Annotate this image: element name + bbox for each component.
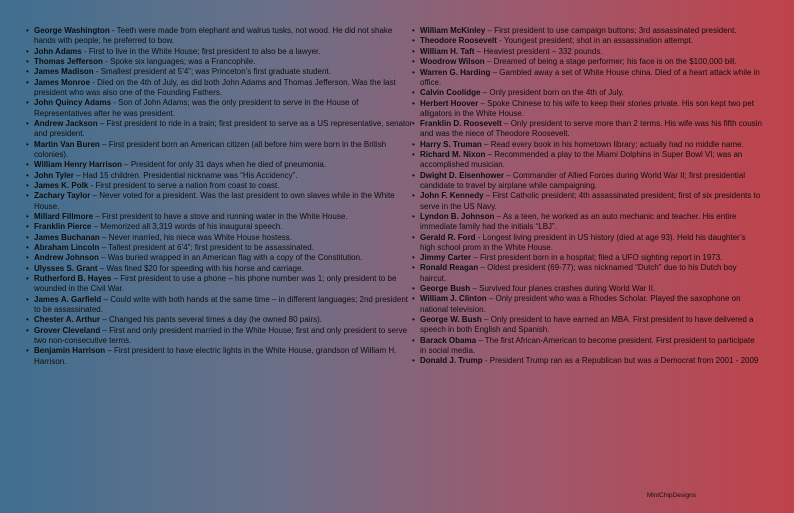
fact-text: – Never married, his niece was White House hostess. <box>99 232 292 242</box>
fact-item <box>26 295 414 315</box>
fact-item <box>26 326 414 346</box>
fact-text: - Smallest president at 5’4”; was Princeton’s first graduate student. <box>93 67 331 77</box>
president-name: Franklin Pierce <box>34 222 92 232</box>
fact-item <box>420 26 762 36</box>
fact-text: – As a teen, he worked as an auto mechanic and teacher. His entire immediate family had the initials “LBJ”. <box>420 211 737 232</box>
fact-text: – Gambled away a set of White House china. Died of a heart attack while in office. <box>420 67 760 87</box>
fact-item <box>420 294 762 314</box>
fact-item <box>26 346 414 366</box>
president-name: Thomas Jefferson <box>34 56 103 66</box>
right-fact-list <box>420 26 762 366</box>
fact-item <box>420 68 762 88</box>
fact-item <box>420 212 762 232</box>
president-name: Woodrow Wilson <box>420 57 485 67</box>
fact-item <box>26 67 414 77</box>
fact-text: – Tallest president at 6’4”; first president to be assassinated. <box>99 243 314 253</box>
fact-item <box>26 171 414 181</box>
fact-text: - Spoke six languages; was a Francophile. <box>102 56 256 66</box>
president-name: Harry S. Truman <box>420 139 482 149</box>
fact-text: – President for only 31 days when he died of pneumonia. <box>121 160 327 170</box>
fact-item <box>420 284 762 294</box>
fact-text: – Changed his pants several times a day (he owned 80 pairs). <box>100 315 322 325</box>
fact-text: – Had 15 children. Presidential nickname was “His Accidency”. <box>73 170 298 180</box>
president-name: Ronald Reagan <box>420 263 479 273</box>
fact-item <box>26 222 414 232</box>
fact-text: – Only president born on the 4th of July. <box>480 88 624 98</box>
fact-text: – First president born in a hospital; filed a UFO sighting report in 1973. <box>471 253 723 263</box>
fact-item <box>26 243 414 253</box>
president-name: Barack Obama <box>420 335 477 345</box>
president-name: Chester A. Arthur <box>34 315 101 325</box>
fact-item <box>26 233 414 243</box>
fact-text: – First and only president married in the White House; first and only president to serve two non-consecutive terms. <box>34 325 408 346</box>
president-name: James Buchanan <box>34 232 100 242</box>
credit-label: MintChipDesigns <box>646 492 696 499</box>
fact-text: – Only president to have earned an MBA. First president to have delivered a speech in both English and Spanish. <box>420 315 754 335</box>
fact-item <box>420 150 762 170</box>
fact-text: - First president to serve a nation from coast to coast. <box>88 180 280 190</box>
fact-item <box>420 263 762 283</box>
fact-text: – Commander of Allied Forces during World War II; first presidential candidate to travel by airplane while campaigning. <box>420 170 745 190</box>
president-name: George Washington <box>34 26 110 35</box>
fact-text: - Son of John Adams; was the only president to serve in the House of Representatives after he was president. <box>34 98 359 118</box>
fact-item <box>26 98 414 118</box>
president-name: Zachary Taylor <box>34 191 91 201</box>
president-name: John Tyler <box>34 170 74 180</box>
fact-text: – Heaviest president – 332 pounds. <box>474 46 603 56</box>
president-name: Herbert Hoover <box>420 98 479 108</box>
president-name: John Quincy Adams <box>34 98 112 108</box>
fact-item <box>420 36 762 46</box>
president-name: Andrew Johnson <box>34 253 99 263</box>
fact-text: – First president to use campaign buttons; 3rd assassinated president. <box>485 26 737 35</box>
president-name: George Bush <box>420 284 471 294</box>
fact-item <box>26 78 414 98</box>
fact-item <box>26 57 414 67</box>
fact-text: – Only president who was a Rhodes Scholar. Played the saxophone on national television. <box>420 294 741 314</box>
president-name: Calvin Coolidge <box>420 88 481 98</box>
fact-text: - Died on the 4th of July, as did both John Adams and Thomas Jefferson. Was the last president who was also one of the Founding Fathers. <box>34 77 396 97</box>
fact-text: - Longest living president in US history (died at age 93). Held his daughter’s high school prom in the White House. <box>420 232 746 252</box>
left-fact-list <box>26 26 414 367</box>
fact-text: – Read every book in his hometown library; actually had no middle name. <box>481 139 744 149</box>
president-name: William H. Taft <box>420 46 475 56</box>
fact-item <box>420 191 762 211</box>
fact-item <box>420 119 762 139</box>
fact-text: – Was fined $20 for speeding with his horse and carriage. <box>97 263 304 273</box>
fact-item <box>26 315 414 325</box>
president-name: Andrew Jackson <box>34 118 98 128</box>
president-name: Richard M. Nixon <box>420 150 486 160</box>
fact-text: – Only president to serve more than 2 terms. His wife was his fifth cousin and was the niece of Theodore Roosevelt. <box>420 119 762 139</box>
left-column <box>26 26 414 513</box>
president-name: Grover Cleveland <box>34 325 101 335</box>
fact-text: – Spoke Chinese to his wife to keep their stories private. His son kept two pet alligators in the White House. <box>420 98 754 118</box>
president-name: Warren G. Harding <box>420 67 491 77</box>
president-name: William Henry Harrison <box>34 160 122 170</box>
fact-text: – First president to have electric lights in the White House, grandson of William H. Harrison. <box>34 346 397 366</box>
fact-item <box>26 119 414 139</box>
fact-item <box>26 253 414 263</box>
fact-item <box>26 264 414 274</box>
fact-item <box>420 140 762 150</box>
president-name: Lyndon B. Johnson <box>420 211 495 221</box>
fact-item <box>26 191 414 211</box>
president-name: Millard Fillmore <box>34 211 94 221</box>
fact-text: – First president to ride in a train; first president to serve as a US representative, senator and president. <box>34 118 413 139</box>
president-name: Martin Van Buren <box>34 139 100 149</box>
fact-item <box>420 233 762 253</box>
fact-item <box>26 274 414 294</box>
president-name: Benjamin Harrison <box>34 346 106 356</box>
president-name: Rutherford B. Hayes <box>34 274 112 284</box>
fact-item <box>420 171 762 191</box>
fact-item <box>420 57 762 67</box>
fact-item <box>420 253 762 263</box>
fact-item <box>420 315 762 335</box>
president-name: Donald J. Trump <box>420 356 483 366</box>
president-name: James A. Garfield <box>34 294 102 304</box>
fact-item <box>420 356 762 366</box>
fact-item <box>420 99 762 119</box>
fact-item <box>26 140 414 160</box>
fact-text: – Oldest president (69-77); was nicknamed “Dutch” due to his Dutch boy haircut. <box>420 263 737 283</box>
fact-text: – First president to use a phone – his phone number was 1; only president to be wounded in the Civil War. <box>34 274 397 294</box>
fact-text: – Never voted for a president. Was the last president to own slaves while in the White House. <box>34 191 395 211</box>
president-name: Abraham Lincoln <box>34 243 100 253</box>
fact-item <box>26 212 414 222</box>
fact-text: – First president born an American citizen (all before him were born in the British colonies). <box>34 139 387 159</box>
president-name: Theodore Roosevelt <box>420 36 497 46</box>
president-name: William McKinley <box>420 26 486 35</box>
fact-text: - First to live in the White House; first president to also be a lawyer. <box>81 46 321 56</box>
fact-text: – Was buried wrapped in an American flag with a copy of the Constitution. <box>98 253 363 263</box>
fact-item <box>420 47 762 57</box>
fact-item <box>420 88 762 98</box>
president-name: Gerald R. Ford <box>420 232 476 242</box>
president-name: Ulysses S. Grant <box>34 263 98 273</box>
president-name: John Adams <box>34 46 82 56</box>
president-name: John F. Kennedy <box>420 191 484 201</box>
president-name: James Monroe <box>34 77 91 87</box>
fact-text: – Could write with both hands at the same time – in different languages; 2nd president to be assassinated. <box>34 294 409 315</box>
president-name: Franklin D. Roosevelt <box>420 119 502 129</box>
fact-text: – Memorized all 3,319 words of his inaugural speech. <box>91 222 283 232</box>
fact-text: - President Trump ran as a Republican but was a Democrat from 2001 - 2009 <box>482 356 759 366</box>
fact-text: – Recommended a play to the Miami Dolphins in Super Bowl VI; was an accomplished musician. <box>420 150 743 170</box>
fact-item <box>26 181 414 191</box>
president-name: Jimmy Carter <box>420 253 472 263</box>
president-name: William J. Clinton <box>420 294 487 304</box>
fact-item <box>26 47 414 57</box>
right-column <box>420 26 762 513</box>
fact-text: - Teeth were made from elephant and walrus tusks, not wood. He did not shake hands with people; he preferred to bow. <box>34 26 393 46</box>
fact-item <box>420 336 762 356</box>
president-name: Dwight D. Eisenhower <box>420 170 505 180</box>
president-name: George W. Bush <box>420 315 482 325</box>
fact-text: – Survived four planes crashes during World War II. <box>470 284 656 294</box>
president-name: James K. Polk <box>34 180 89 190</box>
fact-text: – Dreamed of being a stage performer; his face is on the $100,000 bill. <box>484 57 737 67</box>
fact-text: - Youngest president; shot in an assassination attempt. <box>496 36 694 46</box>
fact-item <box>26 26 414 46</box>
fact-text: – First Catholic president; 4th assassinated president; first of six presidents to serve in the US Navy. <box>420 191 761 211</box>
president-name: James Madison <box>34 67 94 77</box>
fact-item <box>26 160 414 170</box>
fact-text: – The first African-American to become president. First president to participate in social media. <box>420 335 755 355</box>
fact-text: – First president to have a stove and running water in the White House. <box>93 211 348 221</box>
